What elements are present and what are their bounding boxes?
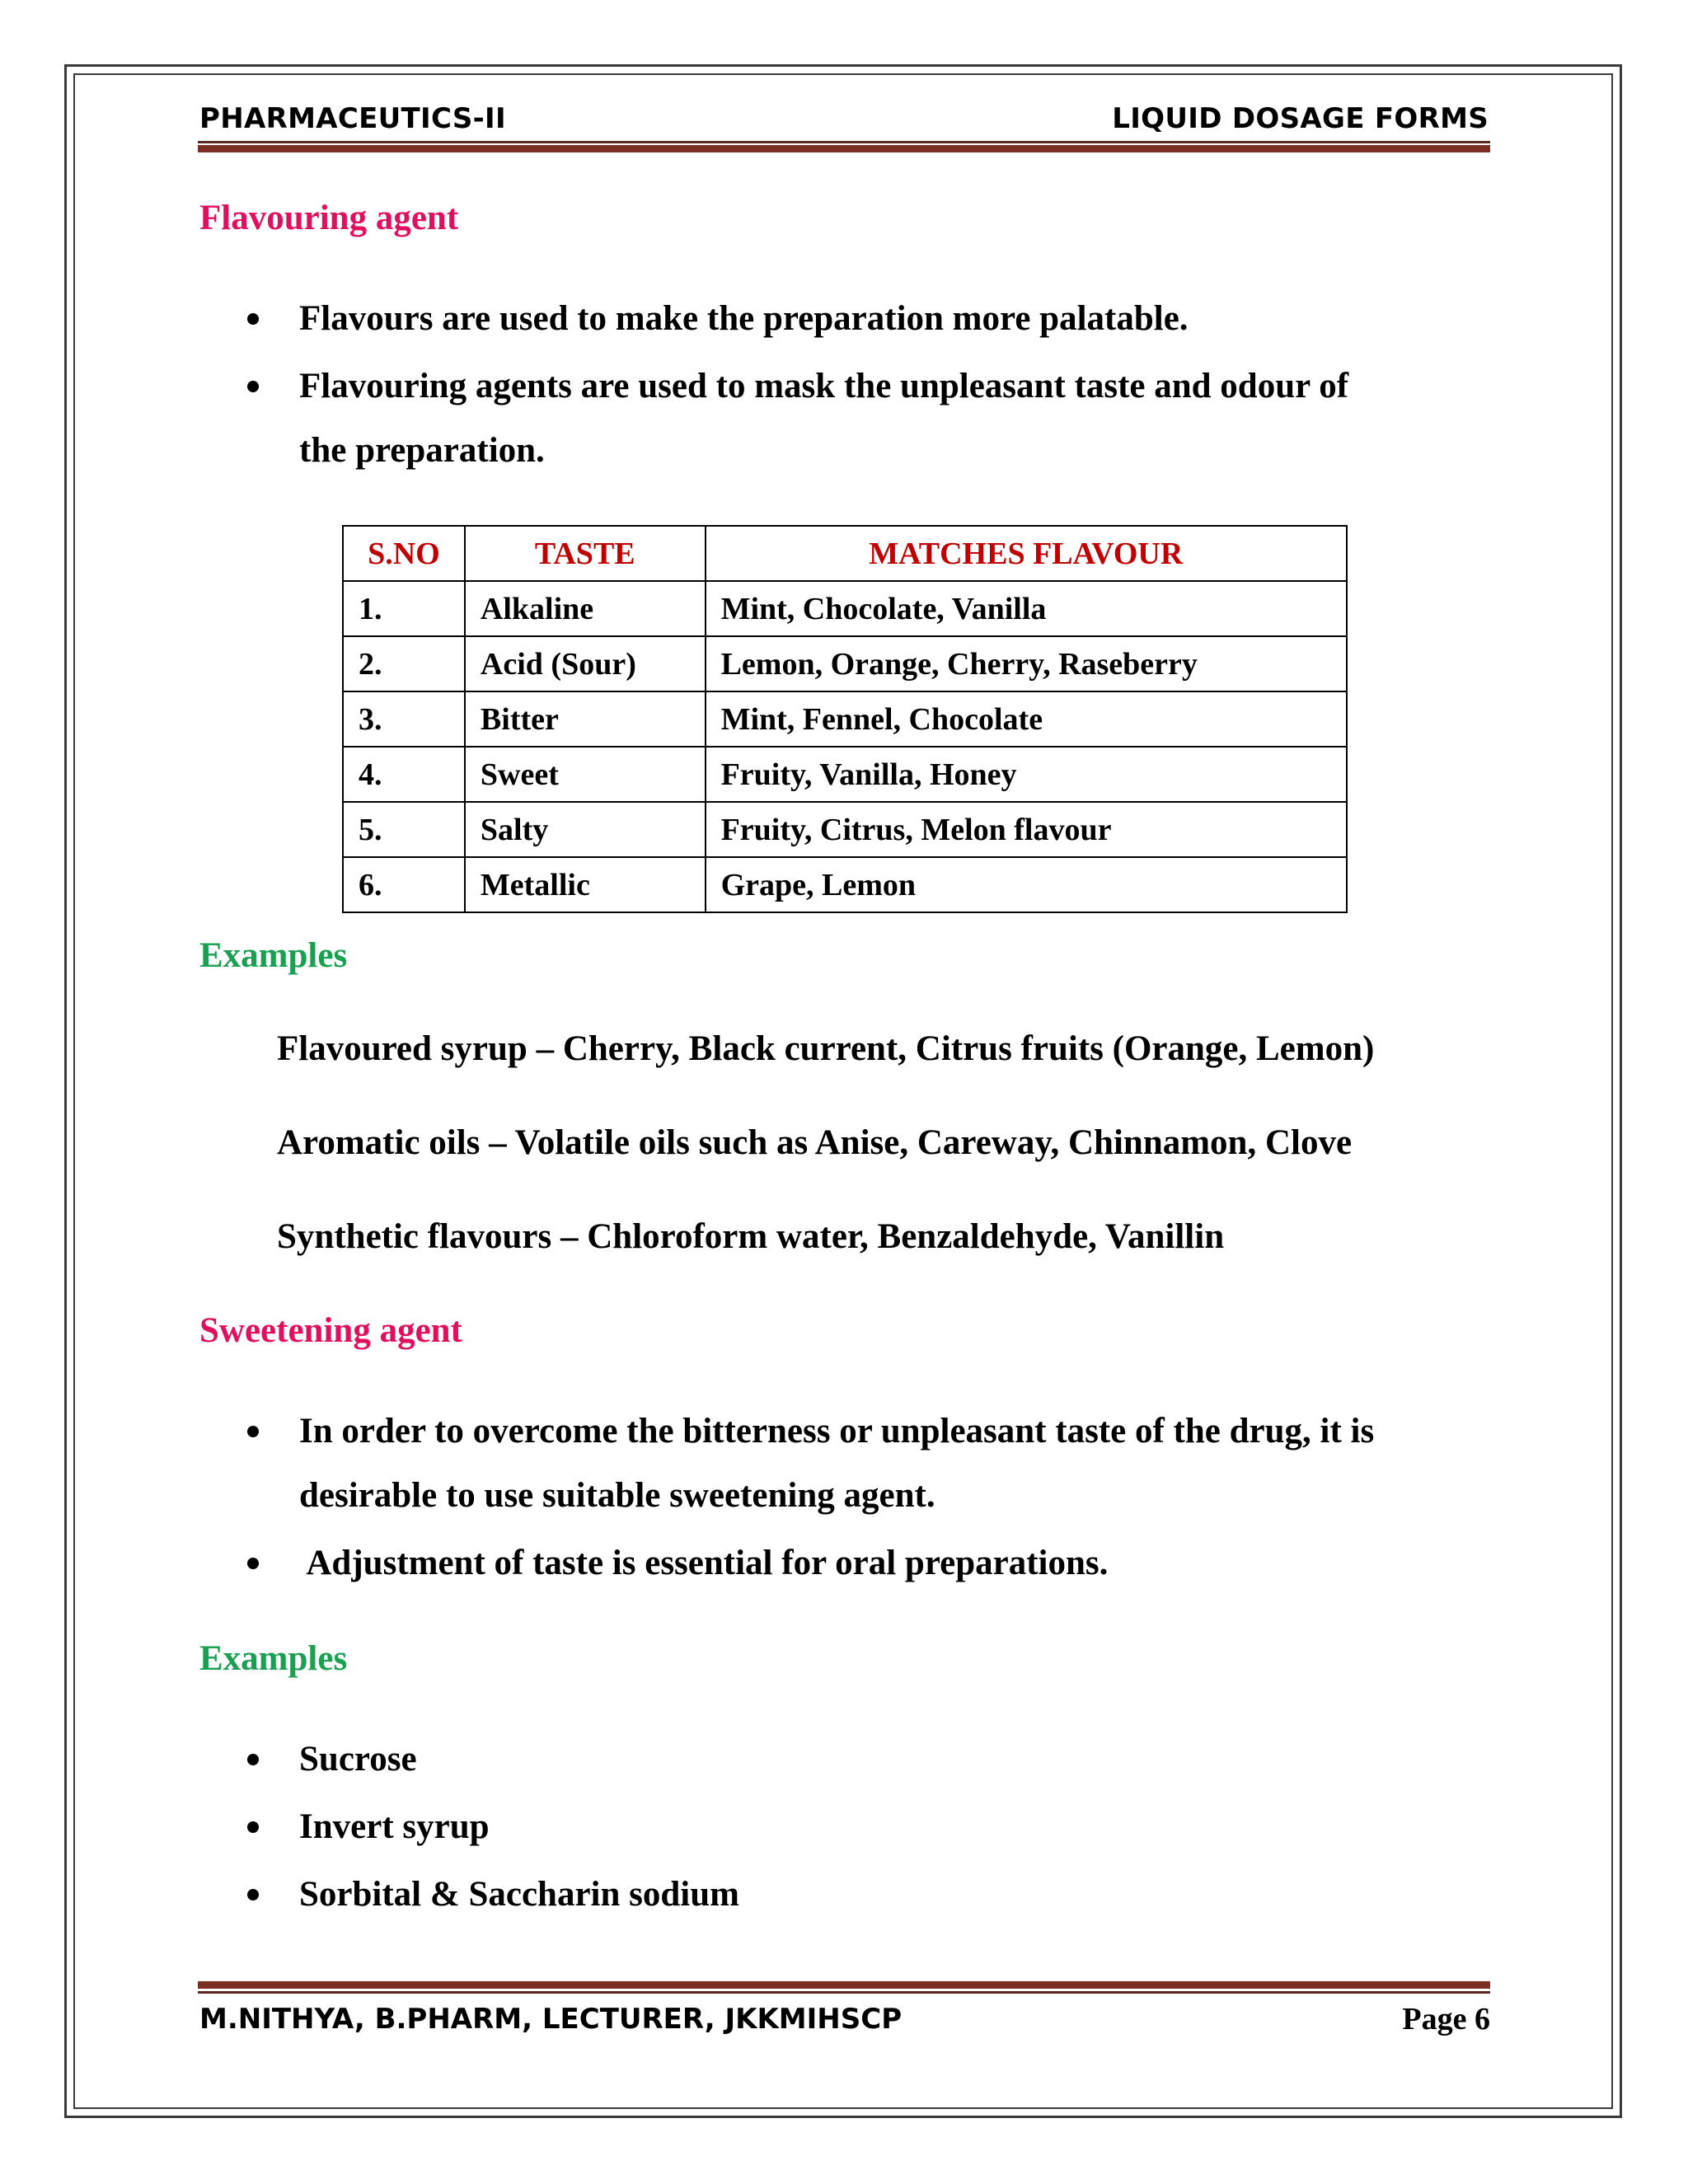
table-cell: Fruity, Citrus, Melon flavour [706, 802, 1347, 857]
table-cell: 6. [343, 857, 465, 912]
table-cell: Acid (Sour) [465, 636, 706, 691]
bullet-icon [247, 381, 259, 392]
header-topic: LIQUID DOSAGE FORMS [1112, 102, 1489, 135]
footer-rule-thick [198, 1981, 1490, 1989]
example-line: Aromatic oils – Volatile oils such as Anise, Careway, Chinnamon, Clove [277, 1123, 1353, 1162]
table-row [343, 857, 1347, 912]
table-row [343, 747, 1347, 802]
table-cell: Grape, Lemon [706, 857, 1347, 912]
list-item: Sorbital & Saccharin sodium [247, 1861, 739, 1929]
list-item: Flavours are used to make the preparation more palatable. [247, 285, 1348, 353]
bullet-icon [247, 1558, 259, 1569]
table-header-row [343, 526, 1347, 581]
table-header-cell: S.NO [343, 526, 465, 581]
sweetening-examples-heading: Examples [199, 1639, 348, 1678]
table-row [343, 691, 1347, 747]
table-row [343, 636, 1347, 691]
bullet-icon [247, 1426, 259, 1437]
sweetening-bullets [247, 1398, 1374, 1597]
table-cell: 5. [343, 802, 465, 857]
table-cell: Lemon, Orange, Cherry, Raseberry [706, 636, 1347, 691]
table-cell: 4. [343, 747, 465, 802]
flavour-table [342, 525, 1348, 913]
bullet-icon [247, 313, 259, 325]
footer-author: M.NITHYA, B.PHARM, LECTURER, JKKMIHSCP [199, 2003, 903, 2036]
bullet-icon [247, 1754, 259, 1765]
table-header-cell: TASTE [465, 526, 706, 581]
table-row [343, 581, 1347, 636]
list-item: Adjustment of taste is essential for oral preparations. [247, 1530, 1374, 1597]
header-rule-thick [198, 145, 1490, 152]
flavouring-examples-heading: Examples [199, 936, 348, 975]
table-header-cell: MATCHES FLAVOUR [706, 526, 1347, 581]
table-row [343, 802, 1347, 857]
table-cell: Alkaline [465, 581, 706, 636]
table-cell: Metallic [465, 857, 706, 912]
list-item-continuation: desirable to use suitable sweetening agent. [299, 1476, 935, 1515]
sweetening-heading: Sweetening agent [199, 1311, 462, 1350]
example-line: Flavoured syrup – Cherry, Black current, Citrus fruits (Orange, Lemon) [277, 1029, 1375, 1068]
table-cell: 1. [343, 581, 465, 636]
page-number: Page 6 [1402, 2002, 1490, 2036]
flavouring-heading: Flavouring agent [199, 199, 459, 237]
table-cell: Salty [465, 802, 706, 857]
flavouring-bullets [247, 285, 1348, 485]
list-item: Sucrose [247, 1726, 739, 1793]
footer-rule-thin [198, 1991, 1490, 1994]
table-cell: 2. [343, 636, 465, 691]
table-cell: Bitter [465, 691, 706, 747]
header-rule-thin [198, 141, 1490, 143]
list-item: Flavouring agents are used to mask the unpleasant taste and odour of [247, 353, 1348, 420]
example-line: Synthetic flavours – Chloroform water, Benzaldehyde, Vanillin [277, 1217, 1225, 1256]
list-item-continuation: the preparation. [299, 431, 545, 470]
bullet-icon [247, 1821, 259, 1833]
bullet-icon [247, 1889, 259, 1900]
table-cell: Mint, Fennel, Chocolate [706, 691, 1347, 747]
list-item: In order to overcome the bitterness or unpleasant taste of the drug, it is [247, 1398, 1374, 1465]
table-cell: Fruity, Vanilla, Honey [706, 747, 1347, 802]
table-cell: Sweet [465, 747, 706, 802]
table-cell: Mint, Chocolate, Vanilla [706, 581, 1347, 636]
sweetener-list [247, 1726, 739, 1929]
header-subject: PHARMACEUTICS-II [199, 102, 506, 135]
table-cell: 3. [343, 691, 465, 747]
list-item: Invert syrup [247, 1793, 739, 1861]
